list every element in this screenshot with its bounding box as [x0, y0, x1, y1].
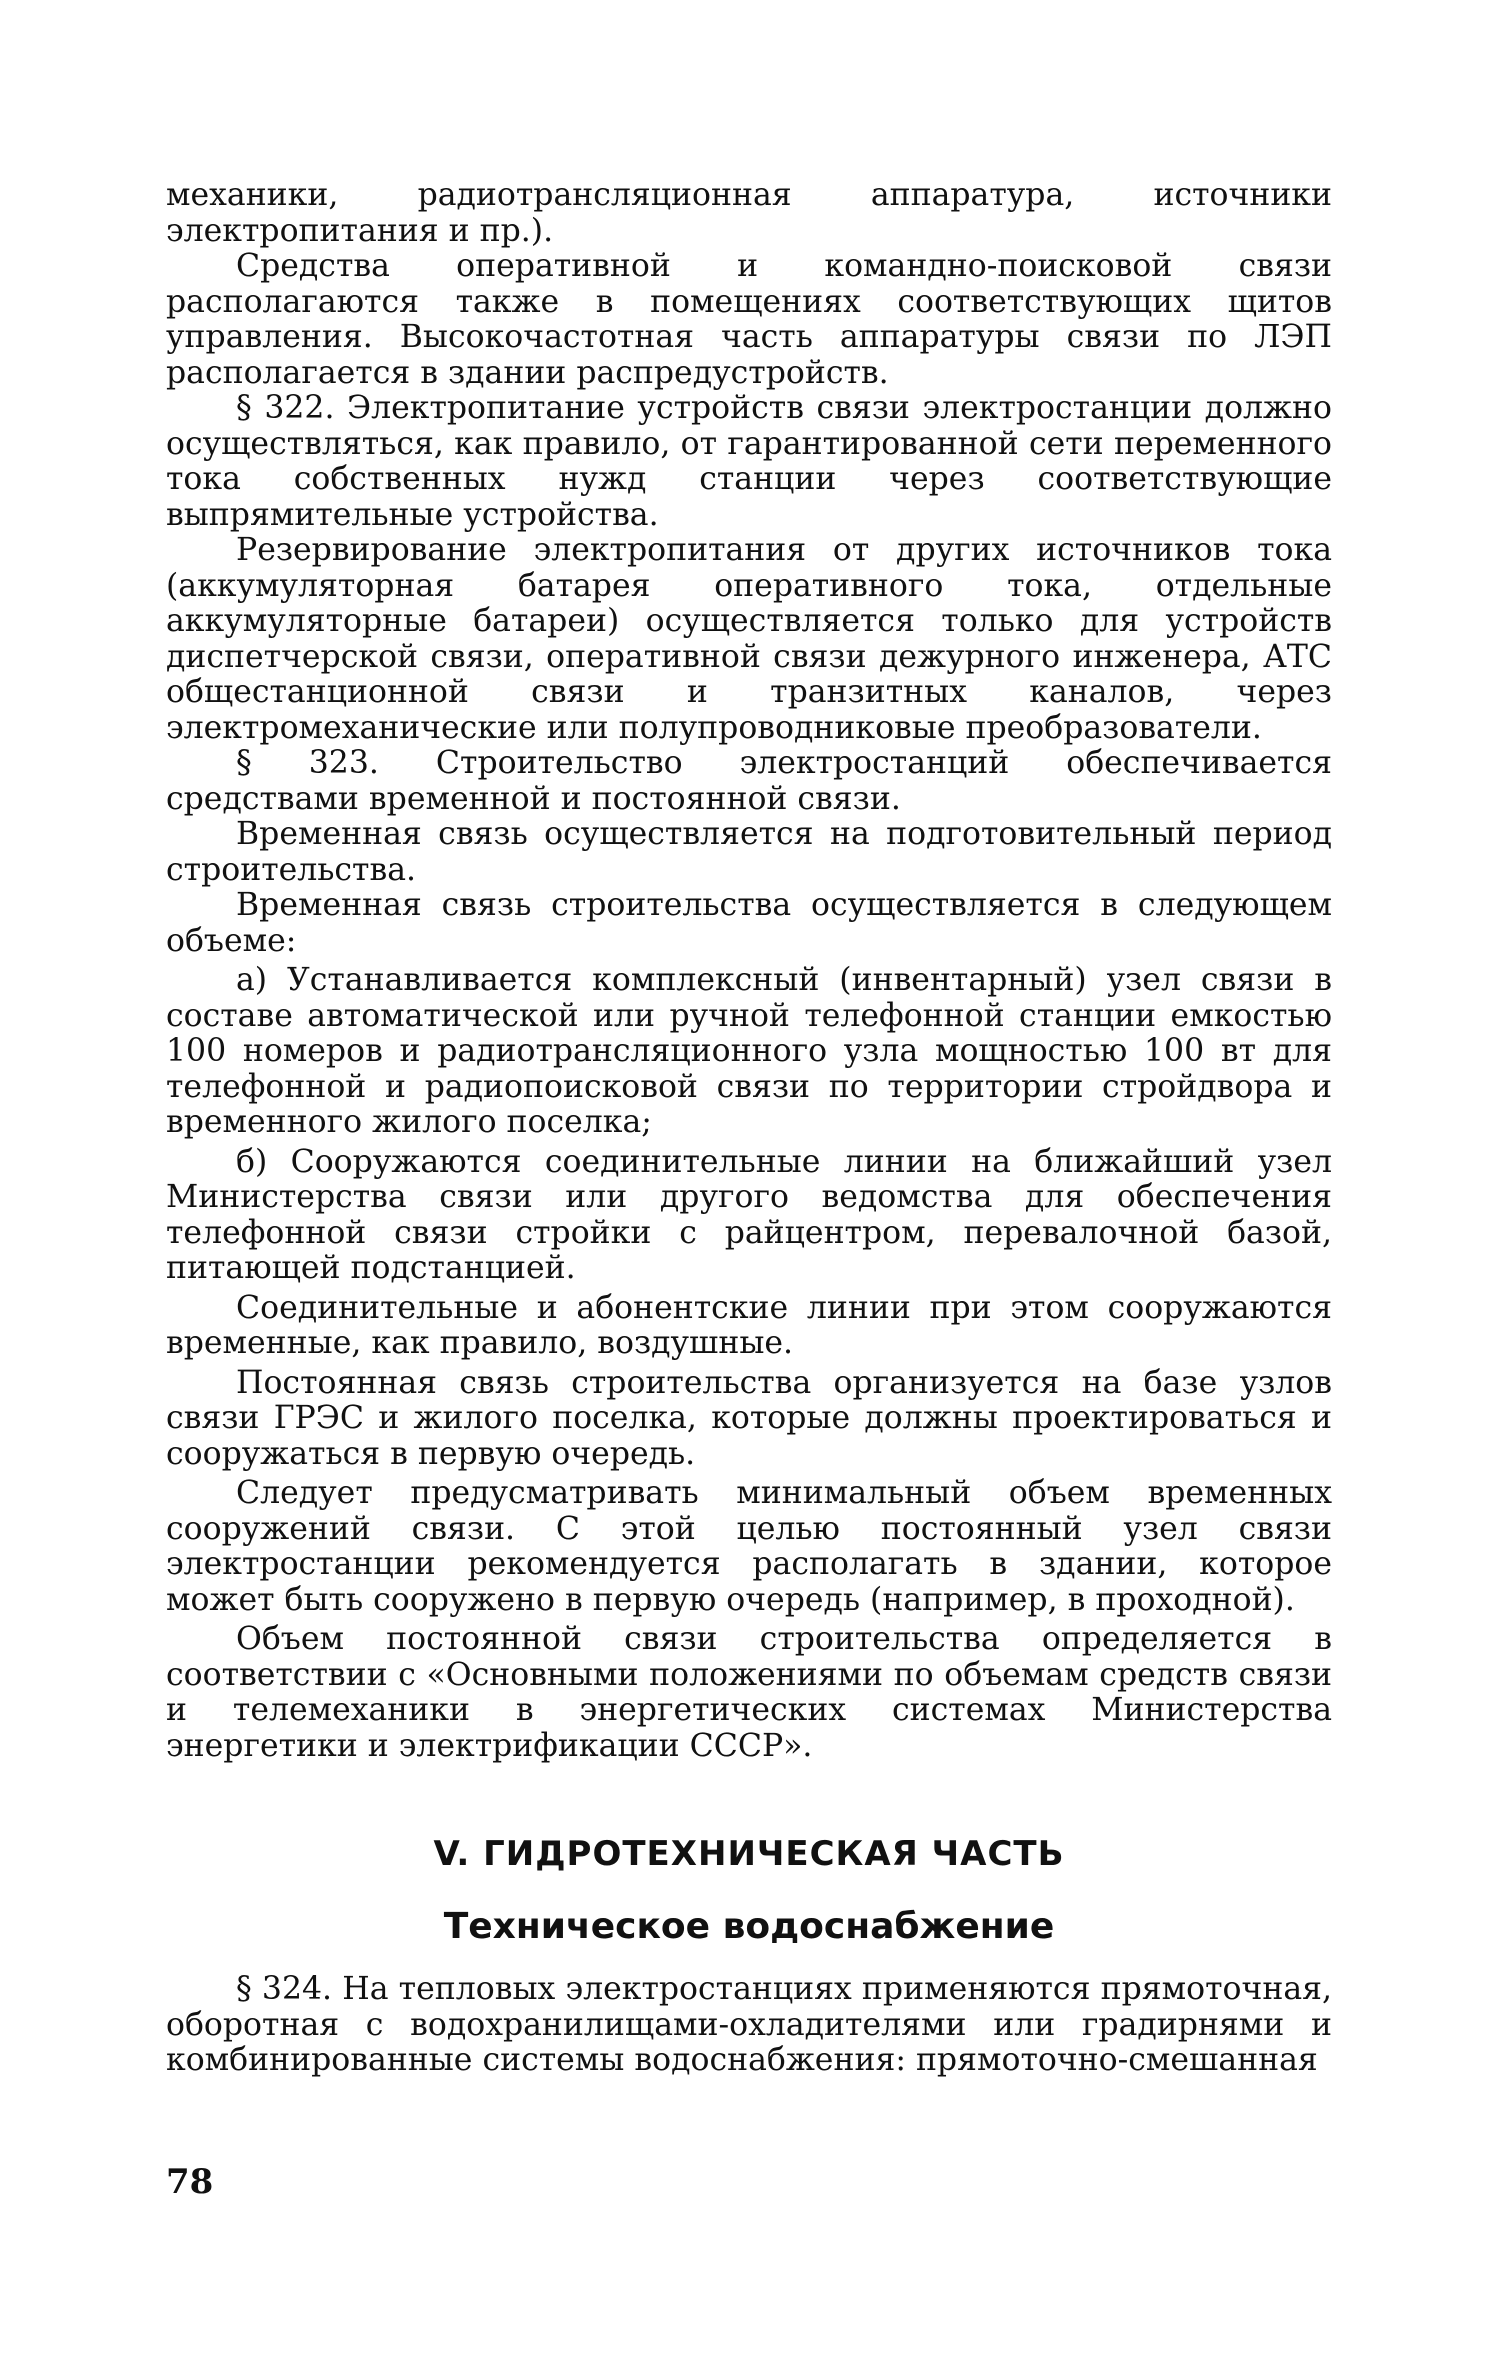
list-item-a: а) Устанавливается комплексный (инвентарный) узел связи в составе автоматической или ручной телефонной станции емкостью 100 номеров и радиотрансляционного узла мощностью 100 вт для телефонной и радиопоисковой связи по территории стройдвора и временного жилого поселка; — [166, 962, 1332, 1140]
paragraph-temporary-period: Временная связь осуществляется на подготовительный период строительства. — [166, 816, 1332, 888]
paragraph-subscriber-lines: Соединительные и абонентские линии при этом сооружаются временные, как правило, воздушные. — [166, 1289, 1332, 1361]
section-heading: V. ГИДРОТЕХНИЧЕСКАЯ ЧАСТЬ — [433, 1834, 1065, 1874]
subsection-heading: Техническое водоснабжение — [443, 1906, 1055, 1947]
paragraph-323-construction: § 323. Строительство электростанций обеспечивается средствами временной и постоянной связи. — [166, 745, 1332, 817]
paragraph-backup-power: Резервирование электропитания от других источников тока (аккумуляторная батарея оперативного тока, отдельные аккумуляторные батареи) осуществляется только для устройств диспетчерской связи, оперативной связи дежурного инженера, АТС общестанционной связи и транзитных каналов, через электромеханические или полупроводниковые преобразователи. — [166, 532, 1332, 746]
list-item-b: б) Сооружаются соединительные линии на ближайший узел Министерства связи или другого ведомства для обеспечения телефонной связи стройки с райцентром, перевалочной базой, питающей подстанцией. — [166, 1143, 1332, 1286]
paragraph-permanent-communication: Постоянная связь строительства организуется на базе узлов связи ГРЭС и жилого поселка, которые должны проектироваться и сооружаться в первую очередь. — [166, 1364, 1332, 1472]
paragraph-322-power-supply: § 322. Электропитание устройств связи электростанции должно осуществляться, как правило, от гарантированной сети переменного тока собственных нужд станции через соответствующие выпрямительные устройства. — [166, 390, 1332, 533]
paragraph-minimal-temporary: Следует предусматривать минимальный объем временных сооружений связи. С этой целью постоянный узел связи электростанции рекомендуется располагать в здании, которое может быть сооружено в первую очередь (например, в проходной). — [166, 1475, 1332, 1618]
paragraph-temporary-scope: Временная связь строительства осуществляется в следующем объеме: — [166, 887, 1332, 959]
paragraph-communications-placement: Средства оперативной и командно-поисковой связи располагаются также в помещениях соответствующих щитов управления. Высокочастотная часть аппаратуры связи по ЛЭП располагается в здании распредустройств. — [166, 248, 1332, 391]
paragraph-permanent-scope: Объем постоянной связи строительства определяется в соответствии с «Основными положениями по объемам средств связи и телемеханики в энергетических системах Министерства энергетики и электрификации СССР». — [166, 1621, 1332, 1764]
paragraph-324-water-supply: § 324. На тепловых электростанциях применяются прямоточная, оборотная с водохранилищами-охладителями или градирнями и комбинированные системы водоснабжения: прямоточно-смешанная — [166, 1971, 1332, 2078]
page-number: 78 — [166, 2162, 214, 2202]
document-page — [166, 178, 1332, 2079]
paragraph-continuation: механики, радиотрансляционная аппаратура, источники электропитания и пр.). — [166, 177, 1332, 249]
